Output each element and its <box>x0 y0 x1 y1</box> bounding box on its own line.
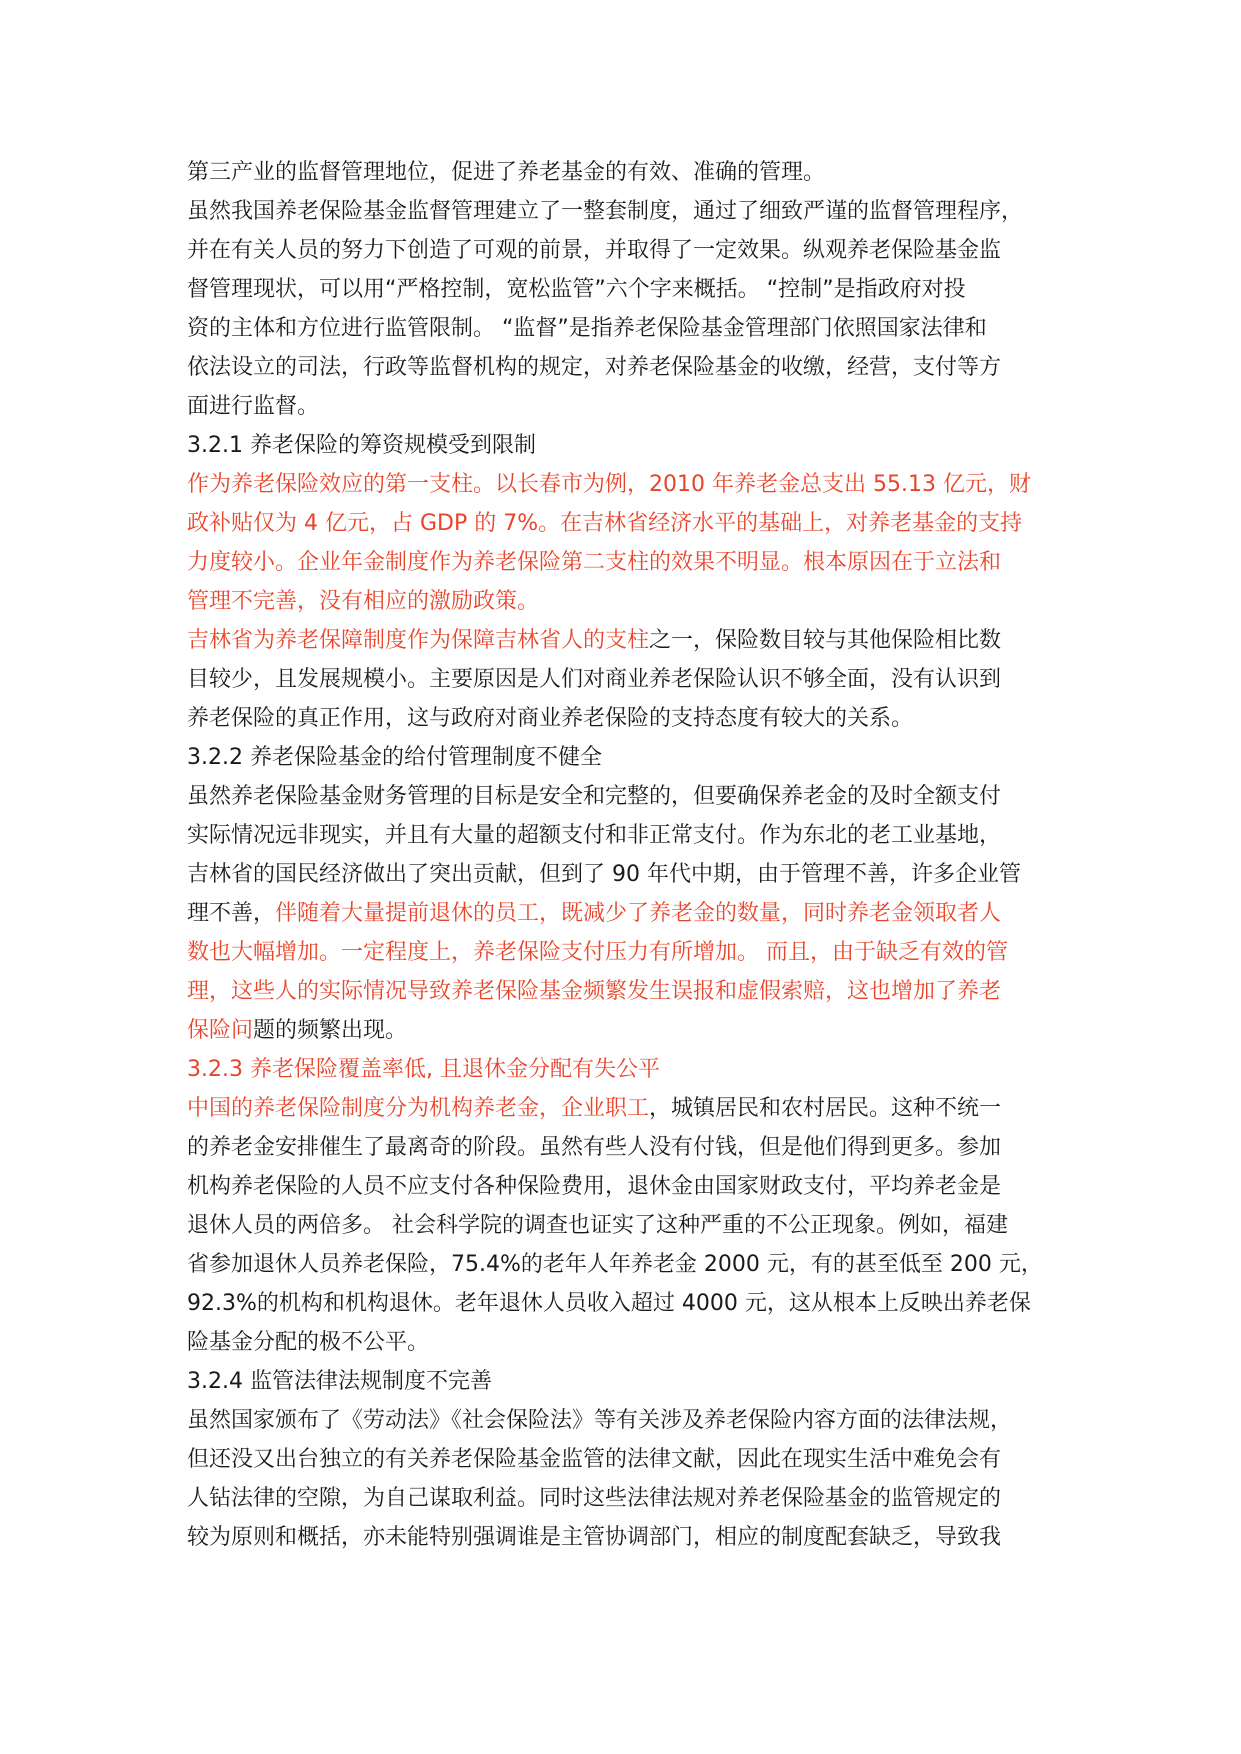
text-segment: 3.2.4 监管法律法规制度不完善 <box>187 1369 492 1394</box>
text-line <box>187 543 1087 582</box>
text-segment: 之一，保险数目较与其他保险相比数 <box>649 628 1002 653</box>
text-line <box>187 1089 1087 1128</box>
text-segment: 依法设立的司法，行政等监督机构的规定，对养老保险基金的收缴，经营，支付等方 <box>187 355 1002 380</box>
text-segment: 机构养老保险的人员不应支付各种保险费用，退休金由国家财政支付，平均养老金是 <box>187 1174 1002 1199</box>
text-line <box>187 192 1087 231</box>
highlighted-text-segment: 力度较小。企业年金制度作为养老保险第二支柱的效果不明显。根本原因在于立法和 <box>187 550 1002 575</box>
text-segment: 省参加退休人员养老保险，75.4%的老年人年养老金 2000 元，有的甚至低至 200 元， <box>187 1252 1043 1277</box>
highlighted-text-segment: 政补贴仅为 4 亿元，占 GDP 的 7%。在吉林省经济水平的基础上，对养老基金的支持 <box>187 511 1023 536</box>
text-line <box>187 621 1087 660</box>
highlighted-text-segment: 3.2.3 养老保险覆盖率低, 且退休金分配有失公平 <box>187 1057 660 1082</box>
text-segment: 人钻法律的空隙，为自己谋取利益。同时这些法律法规对养老保险基金的监管规定的 <box>187 1486 1002 1511</box>
highlighted-text-segment: 中国的养老保险制度分为机构养老金，企业职工 <box>187 1096 650 1121</box>
text-line <box>187 465 1087 504</box>
text-line <box>187 660 1087 699</box>
text-line <box>187 231 1087 270</box>
text-line <box>187 1050 1087 1089</box>
text-segment: 虽然我国养老保险基金监督管理建立了一整套制度，通过了细致严谨的监督管理程序， <box>187 199 1024 224</box>
text-line <box>187 855 1087 894</box>
text-line <box>187 777 1087 816</box>
text-line <box>187 1128 1087 1167</box>
text-segment: ，城镇居民和农村居民。这种不统一 <box>649 1096 1002 1121</box>
text-line <box>187 1284 1087 1323</box>
text-segment: 较为原则和概括，亦未能特别强调谁是主管协调部门，相应的制度配套缺乏，导致我 <box>187 1525 1002 1550</box>
highlighted-text-segment: 作为养老保险效应的第一支柱。以长春市为例，2010 年养老金总支出 55.13 亿元，财 <box>187 472 1031 497</box>
text-line <box>187 1362 1087 1401</box>
text-line <box>187 348 1087 387</box>
text-line <box>187 894 1087 933</box>
highlighted-text-segment: 保险问 <box>187 1018 254 1043</box>
highlighted-text-segment: 理，这些人的实际情况导致养老保险基金频繁发生误报和虚假索赔，这也增加了养老 <box>187 979 1002 1004</box>
text-segment: 督管理现状，可以用“严格控制，宽松监管”六个字来概括。 “控制”是指政府对投 <box>187 277 966 302</box>
text-line <box>187 270 1087 309</box>
text-line <box>187 1440 1087 1479</box>
text-line <box>187 426 1087 465</box>
document-body <box>187 153 1087 1557</box>
highlighted-text-segment: 数也大幅增加。一定程度上，养老保险支付压力有所增加。 而且，由于缺乏有效的管 <box>187 940 1008 965</box>
text-segment: 并在有关人员的努力下创造了可观的前景，并取得了一定效果。纵观养老保险基金监 <box>187 238 1002 263</box>
text-segment: 虽然养老保险基金财务管理的目标是安全和完整的，但要确保养老金的及时全额支付 <box>187 784 1002 809</box>
highlighted-text-segment: 管理不完善，没有相应的激励政策。 <box>187 589 540 614</box>
text-segment: 理不善， <box>187 901 276 926</box>
text-segment: 养老保险的真正作用，这与政府对商业养老保险的支持态度有较大的关系。 <box>187 706 914 731</box>
text-segment: 实际情况远非现实，并且有大量的超额支付和非正常支付。作为东北的老工业基地， <box>187 823 1002 848</box>
text-line <box>187 1401 1087 1440</box>
text-line <box>187 387 1087 426</box>
text-line <box>187 153 1087 192</box>
text-line <box>187 1167 1087 1206</box>
text-segment: 92.3%的机构和机构退休。老年退休人员收入超过 4000 元，这从根本上反映出养老保 <box>187 1291 1031 1316</box>
text-line <box>187 309 1087 348</box>
text-segment: 但还没又出台独立的有关养老保险基金监管的法律文献，因此在现实生活中难免会有 <box>187 1447 1002 1472</box>
text-segment: 吉林省的国民经济做出了突出贡献，但到了 90 年代中期，由于管理不善，许多企业管 <box>187 862 1021 887</box>
text-segment: 3.2.2 养老保险基金的给付管理制度不健全 <box>187 745 602 770</box>
text-line <box>187 582 1087 621</box>
text-line <box>187 972 1087 1011</box>
text-line <box>187 1206 1087 1245</box>
text-line <box>187 933 1087 972</box>
text-segment: 资的主体和方位进行监管限制。 “监督”是指养老保险基金管理部门依照国家法律和 <box>187 316 987 341</box>
highlighted-text-segment: 伴随着大量提前退休的员工，既减少了养老金的数量，同时养老金领取者人 <box>275 901 1002 926</box>
text-line <box>187 1323 1087 1362</box>
text-line <box>187 1479 1087 1518</box>
text-segment: 第三产业的监督管理地位，促进了养老基金的有效、准确的管理。 <box>187 160 826 185</box>
text-segment: 虽然国家颁布了《劳动法》《社会保险法》等有关涉及养老保险内容方面的法律法规， <box>187 1408 1013 1433</box>
text-line <box>187 1518 1087 1557</box>
highlighted-text-segment: 吉林省为养老保障制度作为保障吉林省人的支柱 <box>187 628 650 653</box>
text-line <box>187 1011 1087 1050</box>
text-segment: 目较少，且发展规模小。主要原因是人们对商业养老保险认识不够全面，没有认识到 <box>187 667 1002 692</box>
text-segment: 题的频繁出现。 <box>253 1018 408 1043</box>
text-line <box>187 738 1087 777</box>
text-line <box>187 1245 1087 1284</box>
text-segment: 3.2.1 养老保险的筹资规模受到限制 <box>187 433 536 458</box>
text-line <box>187 504 1087 543</box>
text-segment: 面进行监督。 <box>187 394 320 419</box>
text-line <box>187 699 1087 738</box>
text-segment: 退休人员的两倍多。 社会科学院的调查也证实了这种严重的不公正现象。例如，福建 <box>187 1213 1008 1238</box>
text-line <box>187 816 1087 855</box>
text-segment: 险基金分配的极不公平。 <box>187 1330 430 1355</box>
text-segment: 的养老金安排催生了最离奇的阶段。虽然有些人没有付钱，但是他们得到更多。参加 <box>187 1135 1002 1160</box>
